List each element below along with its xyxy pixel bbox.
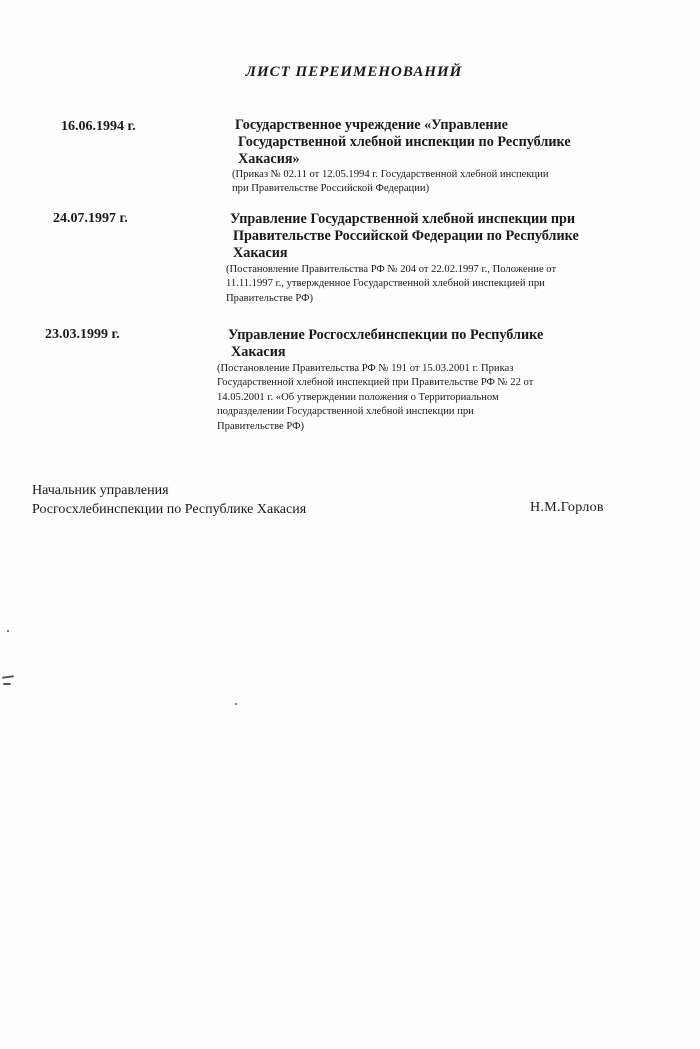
scan-speck xyxy=(3,683,11,685)
entry-basis-line: Государственной хлебной инспекцией при Правительстве РФ № 22 от xyxy=(217,377,534,389)
entry-date: 24.07.1997 г. xyxy=(53,211,128,226)
signatory-title-line: Начальник управления xyxy=(32,483,169,498)
page-title: ЛИСТ ПЕРЕИМЕНОВАНИЙ xyxy=(245,64,463,80)
entry-date: 16.06.1994 г. xyxy=(61,119,136,134)
entry-basis-line: (Постановление Правительства РФ № 204 от 22.02.1997 г., Положение от xyxy=(226,264,557,275)
entry-basis-line: при Правительстве Российской Федерации) xyxy=(232,183,430,195)
entry-date: 23.03.1999 г. xyxy=(45,327,120,342)
scan-speck xyxy=(2,675,14,679)
entry-name-line: Правительстве Российской Федерации по Республике xyxy=(233,228,579,244)
entry-basis-line: 14.05.2001 г. «Об утверждении положения о Территориальном xyxy=(217,391,499,403)
scan-speck xyxy=(235,703,237,705)
entry-basis-line: Правительстве РФ) xyxy=(217,420,304,432)
entry-name-line: Государственное учреждение «Управление xyxy=(235,117,508,133)
entry-basis xyxy=(232,168,549,197)
entry-name-line: Хакасия xyxy=(231,344,286,360)
scan-speck xyxy=(7,630,9,632)
signatory-title xyxy=(32,481,306,519)
entry-basis-line: (Приказ № 02.11 от 12.05.1994 г. Государственной хлебной инспекции xyxy=(232,169,549,180)
entry-basis xyxy=(226,263,556,306)
signatory-title-line: Росгосхлебинспекции по Республике Хакасия xyxy=(32,502,307,517)
entry-name-line: Хакасия xyxy=(233,245,288,261)
entry-basis-line: (Постановление Правительства РФ № 191 от 15.03.2001 г. Приказ xyxy=(217,363,514,374)
entry-name xyxy=(230,211,579,262)
entry-name xyxy=(228,327,543,361)
entry-basis-line: подразделении Государственной хлебной инспекции при xyxy=(217,406,474,418)
entry-name-line: Управление Государственной хлебной инспекции при xyxy=(230,211,576,227)
entry-name-line: Государственной хлебной инспекции по Республике xyxy=(238,134,571,150)
entry-name-line: Хакасия» xyxy=(238,151,300,167)
entry-name xyxy=(235,117,571,168)
signatory-name: Н.М.Горлов xyxy=(530,500,604,515)
entry-name-line: Управление Росгосхлебинспекции по Республике xyxy=(228,327,544,343)
entry-basis-line: 11.11.1997 г., утвержденное Государственной хлебной инспекцией при xyxy=(226,278,545,290)
entry-basis xyxy=(217,362,533,434)
entry-basis-line: Правительстве РФ) xyxy=(226,292,313,304)
